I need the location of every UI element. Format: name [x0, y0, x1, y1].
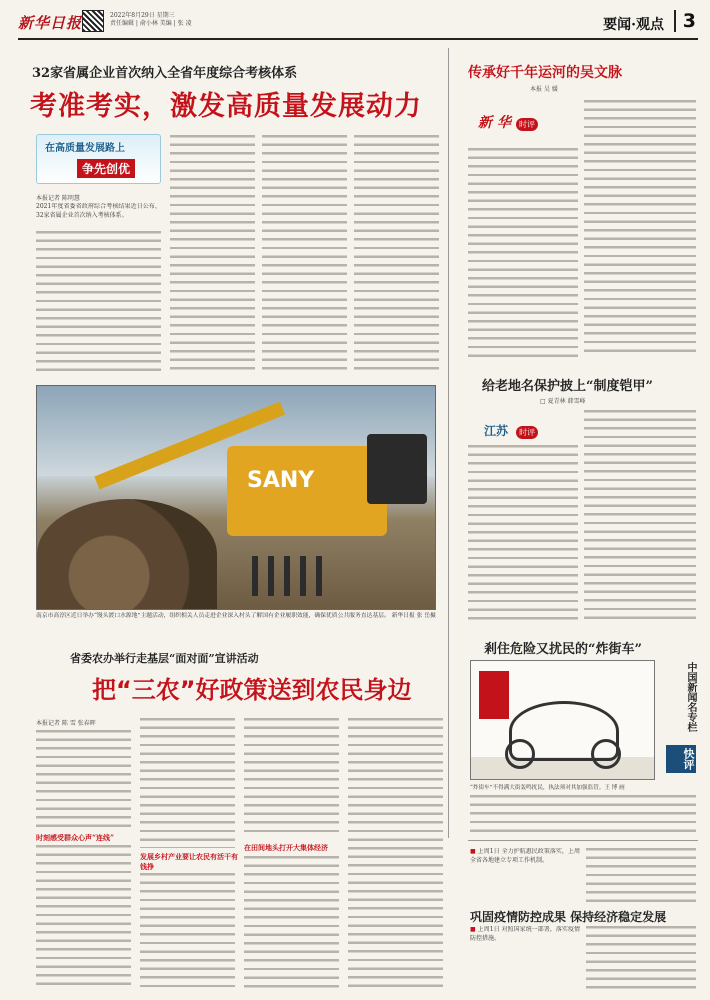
article1-headline: 考准考实，激发高质量发展动力 — [30, 91, 422, 122]
commentary1-byline: 本报 吴 媛 — [530, 86, 558, 93]
excavator-brand: SANY — [247, 468, 315, 493]
brief-bullet-icon: ■ — [470, 848, 476, 855]
photo-people — [252, 556, 332, 596]
banner-bottom-text: 争先创优 — [77, 159, 135, 178]
article2-subhead-3: 在田间地头打开大集体经济 — [244, 843, 328, 852]
commentary2-title: 给老地名保护披上“制度铠甲” — [482, 379, 653, 394]
article2-text-col4 — [348, 718, 443, 990]
cartoon-illustration — [470, 660, 655, 780]
column-vertical-label: 中国新闻名专栏 — [685, 662, 696, 732]
qr-code-icon — [82, 10, 104, 32]
brief-item-2-text: 上周1日 对照国家统一部署，落实疫情防控措施。 — [470, 926, 580, 942]
news-photo — [36, 385, 436, 610]
commentary3-title: 剎住危险又扰民的“炸街车” — [484, 642, 642, 657]
article1-text-col0 — [36, 231, 161, 376]
article2-kicker: 省委农办举行走基层“面对面”宣讲活动 — [70, 652, 259, 665]
masthead — [18, 10, 698, 40]
article2-text-col3b — [244, 856, 339, 990]
issue-editors: 责任编辑 | 俞小林 美编 | 张 凌 — [110, 20, 192, 27]
issue-meta — [110, 12, 192, 28]
cartoon-front-wheel — [505, 739, 535, 769]
cartoon-caption: “炸街车”不得满大街轰鸣扰民，执法须对其加强监管。王 博 画 — [470, 785, 625, 791]
cartoon-rear-wheel — [591, 739, 621, 769]
briefs-divider — [468, 840, 698, 841]
article1-text-col3-top — [354, 135, 439, 375]
commentary3-text — [470, 795, 696, 837]
excavator-cab — [367, 434, 427, 504]
brief-item-1-body — [586, 848, 696, 904]
stamp2-text: 江苏 — [484, 424, 509, 438]
section-name: 要闻·观点 — [603, 17, 664, 33]
commentary2-byline: □ 夏青林 韩雪峰 — [540, 398, 586, 405]
article2-text-col2b — [140, 873, 235, 990]
brief-bullet-icon: ■ — [470, 926, 476, 933]
commentary2-text-b — [584, 410, 696, 625]
brief-item-2-body — [586, 926, 696, 990]
series-banner — [36, 134, 161, 184]
article2-byline: 本报记者 陈 雪 张春晖 — [36, 720, 96, 727]
brief-item-1 — [470, 848, 580, 904]
briefs-title: 巩固疫情防控成果 保持经济稳定发展 — [470, 910, 667, 924]
article2-text-col1a — [36, 730, 131, 830]
brief-item-2 — [470, 926, 580, 990]
article2-text-col1b — [36, 845, 131, 990]
article1-byline: 本报记者 陈明慧 — [36, 195, 80, 202]
article2-subhead-2: 发展乡村产业要让农民有活干有钱挣 — [140, 852, 238, 871]
article1-text-col2-top — [262, 135, 347, 375]
commentary2-stamp — [484, 420, 538, 439]
article2-text-col2a — [140, 718, 235, 848]
commentary1-stamp — [478, 112, 548, 146]
article2-text-col3a — [244, 718, 339, 838]
photo-rock-pile — [37, 499, 217, 609]
page-number: 3 — [674, 10, 696, 32]
article1-lead: 2021年度省委省政府综合考核结果近日公布，32家省属企业首次纳入考核体系。 — [36, 203, 161, 219]
photo-caption: 南京市高淳区近日举办“馒头渡口水源地”主题活动，组织相关人员走进企业深入村头了解国有企业履职效能，确保优质公共服务直达基层。 新华日报 张 岳摄 — [36, 613, 436, 619]
article1-text-col1-top — [170, 135, 255, 375]
issue-date: 2022年8月29日 星期三 — [110, 12, 175, 19]
banner-top-text: 在高质量发展路上 — [45, 143, 125, 154]
article1-kicker: 32家省属企业首次纳入全省年度综合考核体系 — [32, 66, 298, 81]
stamp1-tag: 时评 — [516, 118, 538, 131]
logo: 新华日报 — [18, 14, 83, 32]
column-vertical-tag: 快评 — [666, 745, 696, 773]
article2-subhead-1: 时刻感受群众心声“连线” — [36, 833, 115, 842]
cartoon-sign — [479, 671, 509, 719]
commentary1-text-a — [468, 148, 578, 358]
stamp1-text: 新 华 — [478, 115, 511, 131]
commentary2-text-a — [468, 445, 578, 625]
commentary1-title: 传承好千年运河的吴文脉 — [468, 65, 622, 81]
stamp2-tag: 时评 — [516, 426, 538, 439]
brief-item-1-text: 上周1日 全力护航惠民政策落实，上周全省各地建立专项工作机制。 — [470, 848, 580, 864]
article2-headline: 把“三农”好政策送到农民身边 — [92, 676, 412, 704]
commentary1-text-b — [584, 100, 696, 358]
column-divider — [448, 48, 449, 838]
